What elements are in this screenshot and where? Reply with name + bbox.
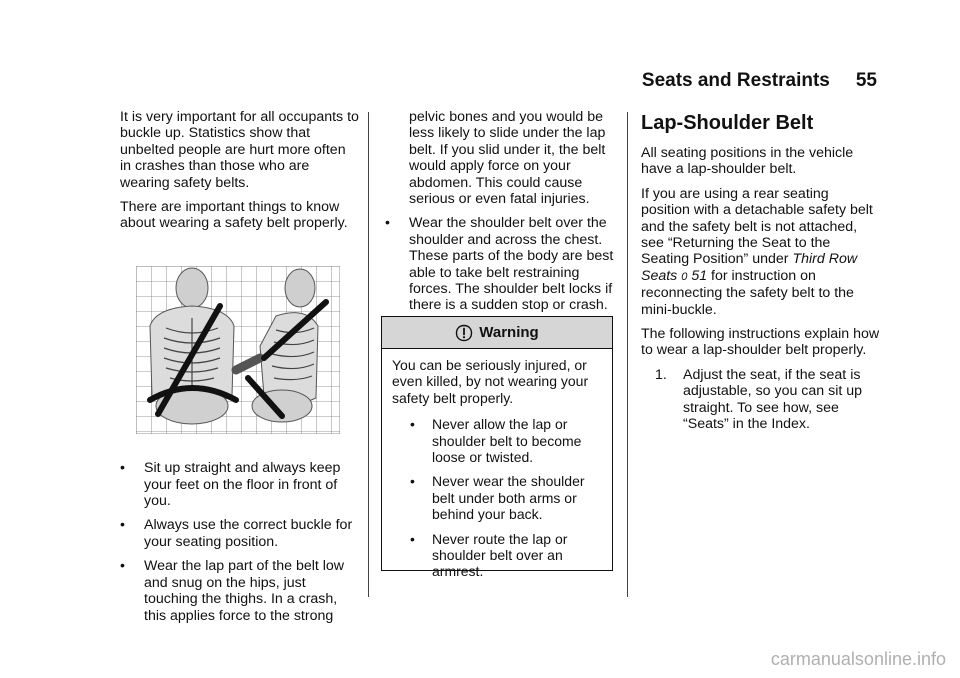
paragraph: All seating positions in the vehicle have a lap-shoulder belt. [641,145,854,178]
page-header [600,70,877,92]
list-item: • Wear the shoulder belt over the shoulder and across the chest. These parts of the body are best able to take belt restraining forces. The shoulder belt locks if there is a sudden stop or crash. [385,215,614,314]
list-item: • Sit up straight and always keep your feet on the floor in front of you. [120,460,341,510]
column-divider [368,112,369,597]
list-item: • Always use the correct buckle for your seating position. [120,517,353,550]
page-number: 55 [855,70,877,91]
list-item: • Never route the lap or shoulder belt over an armrest. [410,530,568,580]
warning-box [381,316,613,580]
section-heading: Lap-Shoulder Belt [641,112,814,134]
warning-icon [455,324,473,342]
column-middle [385,109,617,322]
column-right [641,109,881,441]
warning-body [382,349,612,580]
warning-title: Warning [479,324,539,341]
column-divider [627,112,628,597]
intro-paragraph: It is very important for all occupants to buckle up. Statistics show that unbelted people are hurt more often in crashes than those who are wearing safety belts. [120,109,359,191]
column-left [120,109,360,632]
list-item: • Never wear the shoulder belt under both arms or behind your back. [410,473,585,523]
list-item-continuation: pelvic bones and you would be less likely to slide under the lap belt. If you slid under it, the belt would apply force on your abdomen. This could cause serious or even fatal injuries. [409,109,606,208]
paragraph-cross-reference: If you are using a rear seating position with a detachable safety belt and the safety belt is not attached, see “Returning the Seat to the Seating Position” under Third Row Seats 0 51 for instruction on reconnecting the safety belt to the mini-buckle. [641,185,873,318]
warning-header [382,317,612,349]
warning-intro: You can be seriously injured, or even killed, by not wearing your safety belt properly. [392,357,589,406]
paragraph: The following instructions explain how to wear a lap-shoulder belt properly. [641,326,880,359]
section-title: Seats and Restraints [641,70,830,91]
safety-belt-illustration [136,266,340,434]
list-item: • Never allow the lap or shoulder belt to become loose or twisted. [410,416,582,466]
intro-paragraph-2: There are important things to know about wearing a safety belt properly. [120,199,348,232]
numbered-step: 1. Adjust the seat, if the seat is adjustable, so you can sit up straight. To see how, see “Seats” in the Index. [655,366,863,433]
page-ref-arrow-icon: 0 [681,270,688,283]
cross-reference-link[interactable]: Third Row Seats 0 51 [641,251,858,284]
list-item: • Wear the lap part of the belt low and snug on the hips, just touching the thighs. In a crash, this applies force to the strong [120,558,345,624]
watermark: carmanualsonline.info [770,649,946,669]
